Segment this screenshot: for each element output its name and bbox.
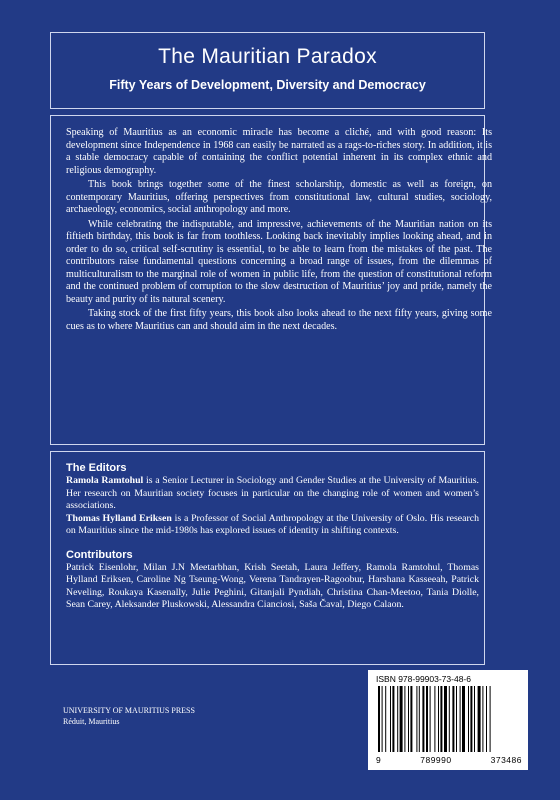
- barcode-bar: [416, 686, 417, 752]
- blurb-paragraph-1: Speaking of Mauritius as an economic miracle has become a cliché, and with good reason: Its development since Independence in 1968 can easily be narrated as a rags-to-riches story. In addition, it is a stable democracy capable of containing the conflict potential inherent in its complex ethnic and religious demography.: [66, 127, 492, 176]
- barcode-bar: [440, 686, 442, 752]
- contributors-heading: Contributors: [66, 548, 133, 561]
- publisher-name: UNIVERSITY OF MAURITIUS PRESS: [63, 706, 195, 715]
- editors-heading: The Editors: [66, 462, 127, 474]
- barcode-bar: [430, 686, 431, 752]
- barcode-bar: [468, 686, 469, 752]
- barcode-bar: [449, 686, 450, 752]
- barcode-bar: [482, 686, 483, 752]
- barcode-bar: [378, 686, 380, 752]
- book-subtitle: Fifty Years of Development, Diversity and Democracy: [109, 78, 426, 92]
- editor-1: [66, 475, 479, 513]
- barcode-digit-lead: 9: [376, 755, 382, 765]
- blurb-paragraph-3: While celebrating the indisputable, and impressive, achievements of the Mauritian nation on its fiftieth birthday, this book is far from toothless. Looking back inevitably implies looking ahead, and in order to do so, critical self-scrutiny is essential, to be able to learn from the mistakes of the past. The contributors raise fundamental questions concerning a broad range of issues, from the dilemmas of multiculturalism to the marginal role of women in public life, from the question of constitutional reform and the continued problem of corruption to the slow destruction of Mauritius’ joy and pride, namely the beauty and purity of its natural scenery.: [66, 218, 492, 305]
- barcode-bar: [434, 686, 435, 752]
- publisher-place: Réduit, Mauritius: [63, 717, 120, 726]
- book-title: The Mauritian Paradox: [158, 45, 377, 68]
- editor-1-name: Ramola Ramtohul: [66, 475, 144, 486]
- editor-2: [66, 513, 479, 538]
- barcode-bar: [382, 686, 383, 752]
- barcode-bar: [400, 686, 403, 752]
- barcode-bar: [390, 686, 391, 752]
- barcode-digits: [376, 755, 522, 765]
- barcode-digits-left: 789990: [420, 755, 452, 765]
- barcode-bar: [486, 686, 487, 752]
- barcode-digits-right: 373486: [490, 755, 522, 765]
- barcode-bar: [444, 686, 447, 752]
- editor-2-bio: is a Professor of Social Anthropology at the University of Oslo. His research on Mauritius since the mid-1980s has explored issues of identity in shifting contexts.: [66, 512, 480, 536]
- barcode-bar: [397, 686, 398, 752]
- blurb-paragraph-4: Taking stock of the first fifty years, this book also looks ahead to the next fifty years, giving some cues as to where Mauritius can and should aim in the next decades.: [66, 308, 492, 332]
- barcode-bar: [452, 686, 454, 752]
- barcode-bar: [404, 686, 405, 752]
- barcode-bar: [385, 686, 386, 752]
- editor-2-name: Thomas Hylland Eriksen: [66, 512, 172, 524]
- barcode-bar: [490, 686, 491, 752]
- barcode-bars: [376, 686, 522, 754]
- contributors-list: Patrick Eisenlohr, Milan J.N Meetarbhan, Krish Seetah, Laura Jeffery, Ramola Ramtohul, Thomas Hylland Eriksen, Caroline Ng Tseung-Wong, Verena Tandrayen-Ragoobur, Harshana Kasseeah, Patrick Neveling, Roukaya Kasenally, Julie Peghini, Gitanjali Pyndiah, Christina Chan-Meetoo, Tania Diolle, Sean Carey, Aleksander Pluskowski, Alessandra Cianciosi, Saša Čaval, Diego Calaon.: [66, 561, 479, 610]
- barcode-bar: [422, 686, 424, 752]
- barcode-bar: [392, 686, 394, 752]
- barcode-bar: [474, 686, 475, 752]
- barcode-bar: [426, 686, 428, 752]
- isbn-label: ISBN 978-99903-73-48-6: [376, 674, 471, 684]
- barcode-bar: [410, 686, 412, 752]
- publisher-imprint: [63, 705, 195, 727]
- editors-contributors: [66, 462, 479, 612]
- barcode-bar: [456, 686, 457, 752]
- barcode-bar: [462, 686, 465, 752]
- title-box: [50, 32, 485, 109]
- editor-1-bio: is a Senior Lecturer in Sociology and Gender Studies at the University of Mauritius. Her research on Mauritian society focuses in particular on the changing role of women and women’s associations.: [66, 475, 479, 511]
- isbn-barcode: [368, 670, 528, 770]
- blurb-paragraph-2: This book brings together some of the finest scholarship, domestic as well as foreign, on contemporary Mauritius, offering perspectives from constitutional law, cultural studies, sociology, archaeology, economics, social anthropology and more.: [66, 179, 492, 215]
- barcode-bar: [408, 686, 409, 752]
- barcode-bar: [470, 686, 472, 752]
- barcode-bar: [460, 686, 461, 752]
- barcode-bar: [478, 686, 481, 752]
- barcode-bar: [438, 686, 439, 752]
- barcode-bar: [419, 686, 420, 752]
- book-blurb: [66, 127, 492, 335]
